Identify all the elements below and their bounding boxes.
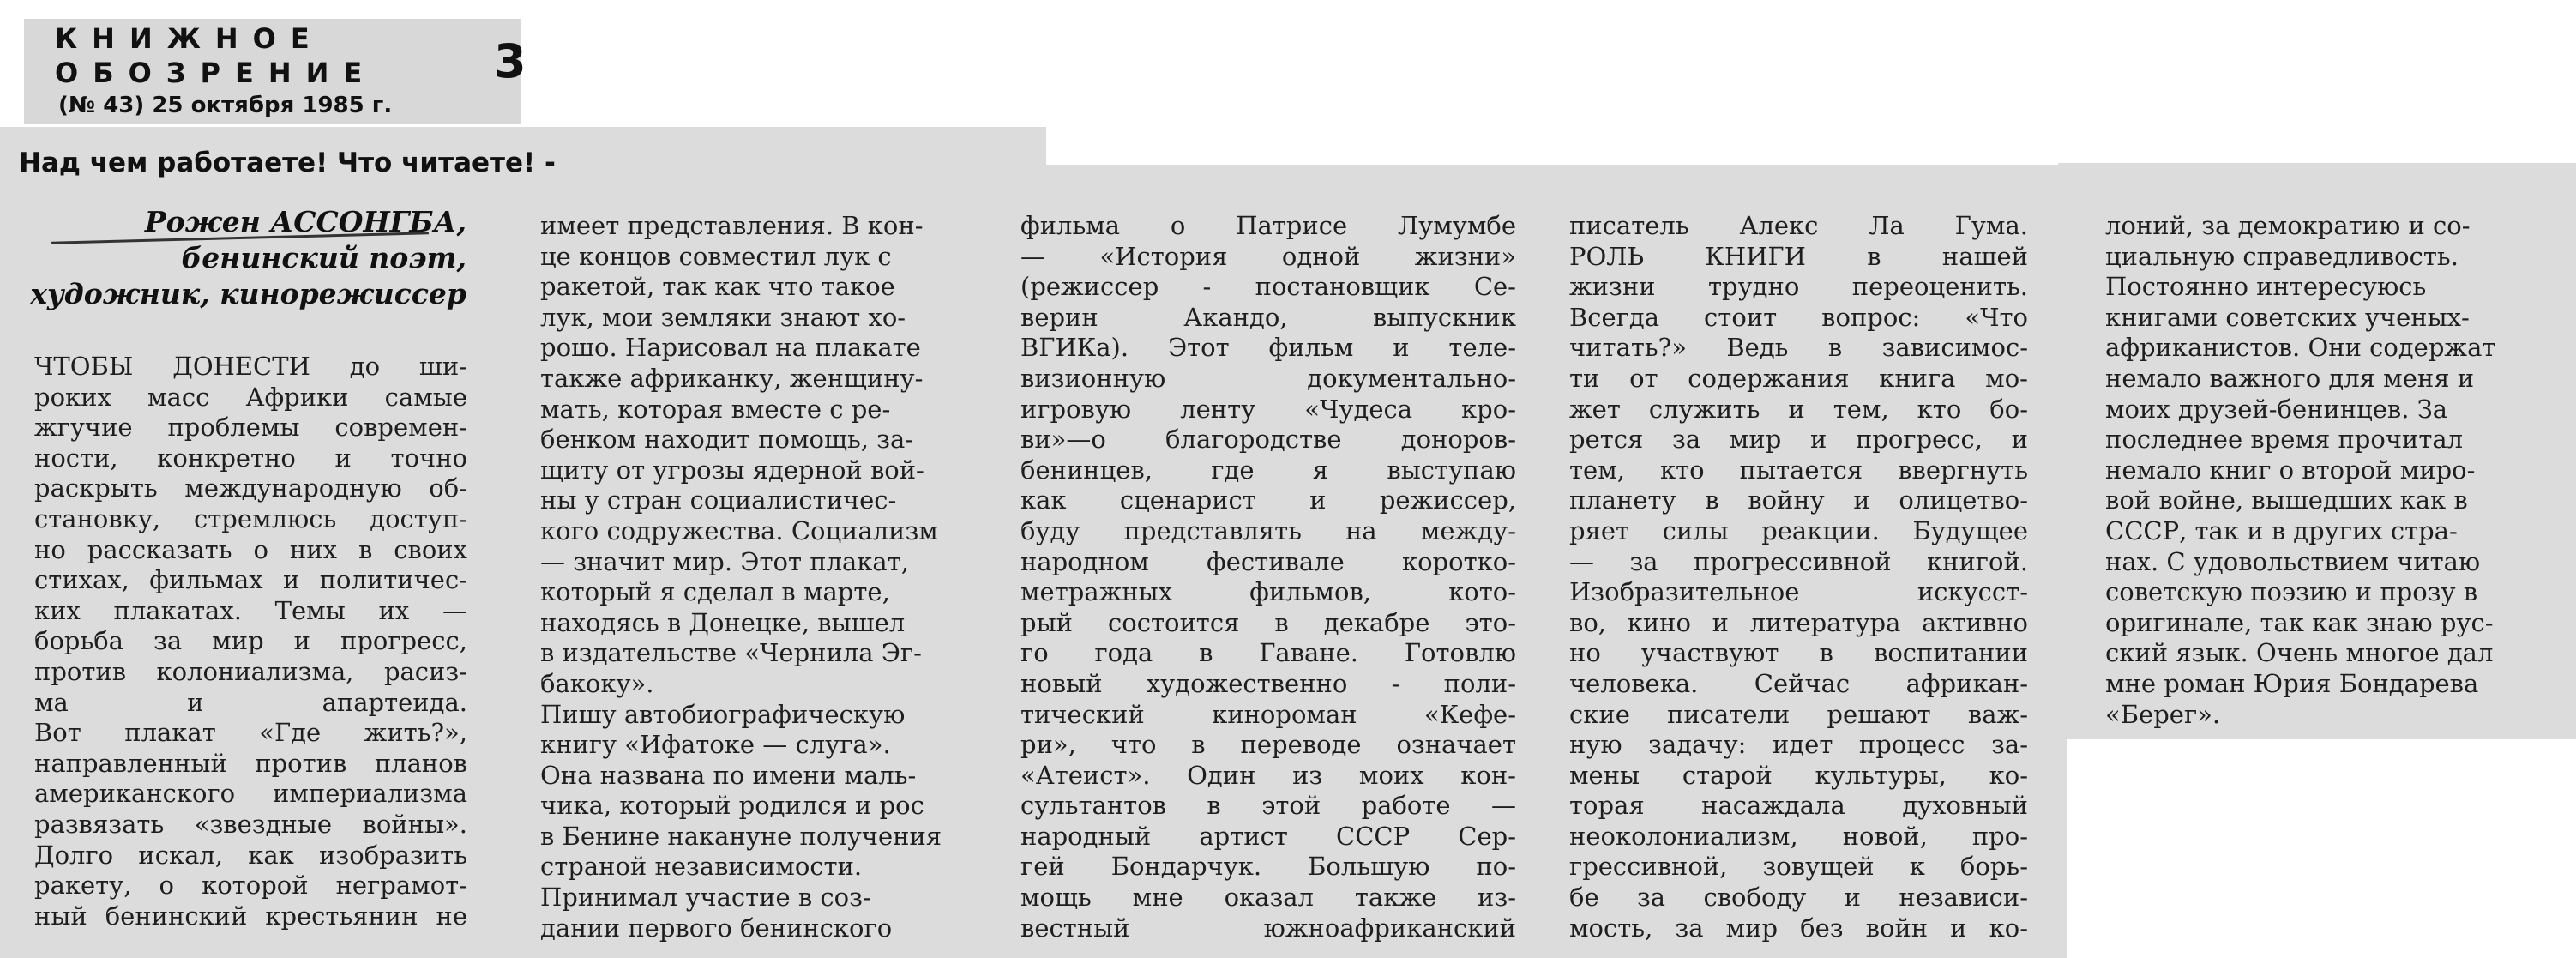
author-byline: Рожен АССОНГБА, бенинский поэт, художник, кинорежиссер xyxy=(30,205,466,310)
article-column-5: лоний, за демократию и со- циальную справедливость. Постоянно интересуюсь книгами советских ученых- африканистов. Они содержат немало важного для меня и моих друзей-бенинцев. За последнее время прочитал немало книг о второй миро- вой войне, вышедших как в СССР, так и в других стра- нах. С удовольствием читаю советскую поэзию и прозу в оригинале, так как знаю рус- ский язык. Очень многое дал мне роман Юрия Бондарева «Берег». xyxy=(2105,211,2496,729)
article-column-3: фильма о Патрисе Лумумбе — «История одной жизни» (режиссер - постановщик Се- верин Акандо, выпускник ВГИКа). Этот фильм и теле- визионную документально- игровую ленту «Чудеса кро- ви»—о благородстве доноров- бенинцев, где я выступаю как сценарист и режиссер, буду представлять на между- народном фестивале коротко- метражных фильмов, кото- рый состоится в декабре это- го года в Гаване. Готовлю новый художественно - поли- тический кинороман «Кефе- ри», что в переводе означает «Атеист». Один из моих кон- сультантов в этой работе — народный артист СССР Сер- гей Бондарчук. Большую по- мощь мне оказал также из- вестный южноафриканский xyxy=(1020,211,1516,943)
article-column-1: ЧТОБЫ ДОНЕСТИ до ши- роких масс Африки самые жгучие проблемы современ- ности, конкретно и точно раскрыть международную об- становку, стремлюсь доступ- но рассказать о них в своих стихах, фильмах и политичес- ких плакатах. Темы их — борьба за мир и прогресс, против колониализма, расиз- ма и апартеида. Вот плакат «Где жить?», направленный против планов американского империализма развязать «звездные войны». Долго искал, как изобразить ракету, о которой неграмот- ный бенинский крестьянин не xyxy=(34,352,467,931)
masthead-title-line1: КНИЖНОЕ xyxy=(55,22,324,55)
article-column-4: писатель Алекс Ла Гума. РОЛЬ КНИГИ в нашей жизни трудно переоценить. Всегда стоит вопрос: «Что читать?» Ведь в зависимос- ти от содержания книга мо- жет служить и тем, кто бо- рется за мир и прогресс, и тем, кто пытается ввергнуть планету в войну и олицетво- ряет силы реакции. Будущее — за прогрессивной книгой. Изобразительное искусст- во, кино и литература активно но участвуют в воспитании человека. Сейчас африкан- ские писатели решают важ- ную задачу: идет процесс за- мены старой культуры, ко- торая насаждала духовный неоколониализм, новой, про- грессивной, зовущей к борь- бе за свободу и независи- мость, за мир без войн и ко- xyxy=(1569,211,2028,943)
rubric-heading: Над чем работаете! Что читаете! - xyxy=(19,148,556,178)
page-number: 3 xyxy=(494,34,527,88)
article-column-2: имеет представления. В кон- це концов совместил лук с ракетой, так как что такое лук, мои земляки знают хо- рошо. Нарисовал на плакате также африканку, женщину- мать, которая вместе с ре- бенком находит помощь, за- щиту от угрозы ядерной вой- ны у стран социалистичес- кого содружества. Социализм — значит мир. Этот плакат, который я сделал в марте, находясь в Донецке, вышел в издательстве «Чернила Эг- бакоку». Пишу автобиографическую книгу «Ифатоке — слуга». Она названа по имени маль- чика, который родился и рос в Бенине накануне получения страной независимости. Принимал участие в соз- дании первого бенинского xyxy=(540,211,942,943)
masthead-title-line2: ОБОЗРЕНИЕ xyxy=(55,57,377,89)
issue-date: (№ 43) 25 октября 1985 г. xyxy=(58,93,393,118)
masthead xyxy=(24,19,527,124)
